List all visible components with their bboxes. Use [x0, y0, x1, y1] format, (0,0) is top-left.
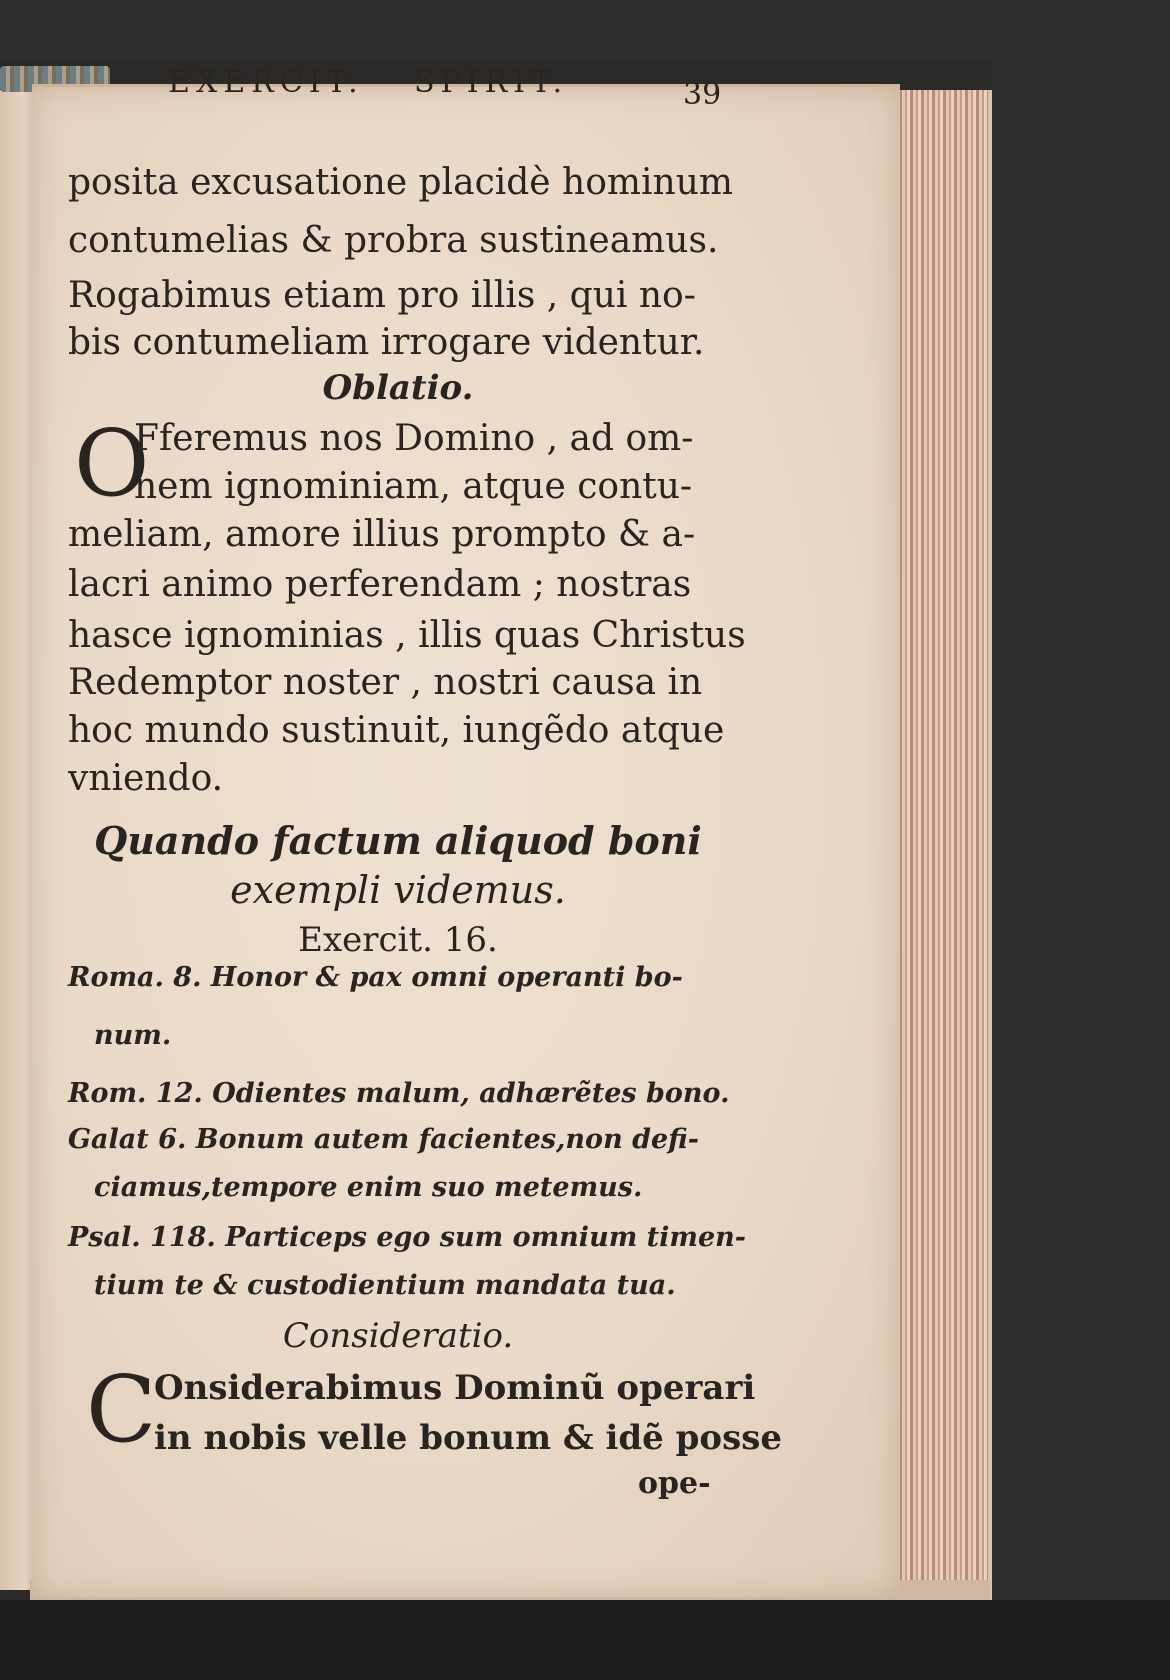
- scripture-line: Roma. 8. Honor & pax omni operanti bo-: [68, 962, 683, 993]
- scripture-line: Psal. 118. Particeps ego sum omnium timen-: [68, 1222, 746, 1253]
- drop-cap-o: O: [74, 410, 150, 517]
- text-line: nem ignominiam, atque contu-: [134, 466, 693, 507]
- text-line: Onsiderabimus Dominũ operari: [154, 1368, 756, 1408]
- text-line: bis contumeliam irrogare videntur.: [68, 322, 705, 363]
- section-title-line: Quando factum aliquod boni: [94, 818, 702, 863]
- drop-cap-c: C: [86, 1356, 157, 1463]
- text-line: contumelias & probra sustineamus.: [68, 220, 719, 261]
- text-line: in nobis velle bonum & idẽ posse: [154, 1418, 782, 1458]
- text-line: meliam, amore illius prompto & a-: [68, 514, 696, 555]
- text-line: lacri animo perferendam ; nostras: [68, 564, 692, 605]
- page-number: 39: [683, 77, 722, 112]
- text-line: vniendo.: [68, 758, 224, 799]
- scripture-line: tium te & custodientium mandata tua.: [94, 1270, 676, 1301]
- running-head: [168, 65, 768, 112]
- exercise-label: Exercit. 16.: [298, 920, 498, 960]
- text-line: posita excusatione placidè hominum: [68, 162, 734, 203]
- section-title-line: exempli videmus.: [230, 868, 566, 912]
- scripture-line: Rom. 12. Odientes malum, adhærẽtes bono.: [68, 1078, 730, 1109]
- scripture-line: Galat 6. Bonum autem facientes,non defi-: [68, 1124, 699, 1155]
- text-line: Redemptor noster , nostri causa in: [68, 662, 703, 703]
- background-bottom: [0, 1600, 1170, 1680]
- heading-consideratio: Consideratio.: [282, 1316, 514, 1356]
- background-right: [990, 0, 1170, 1680]
- text-line: Fferemus nos Domino , ad om-: [134, 418, 694, 459]
- scripture-line: ciamus,tempore enim suo metemus.: [94, 1172, 643, 1203]
- running-head-left: EXERCIT.: [168, 65, 364, 100]
- heading-oblatio: Oblatio.: [322, 368, 474, 408]
- catchword: ope-: [638, 1466, 711, 1501]
- scripture-line: num.: [94, 1020, 172, 1051]
- running-head-right: SPIRIT.: [414, 65, 569, 100]
- text-line: Rogabimus etiam pro illis , qui no-: [68, 275, 696, 316]
- fore-edge: [888, 90, 992, 1600]
- text-line: hoc mundo sustinuit, iungẽdo atque: [68, 710, 725, 751]
- text-line: hasce ignominias , illis quas Christus: [68, 615, 746, 656]
